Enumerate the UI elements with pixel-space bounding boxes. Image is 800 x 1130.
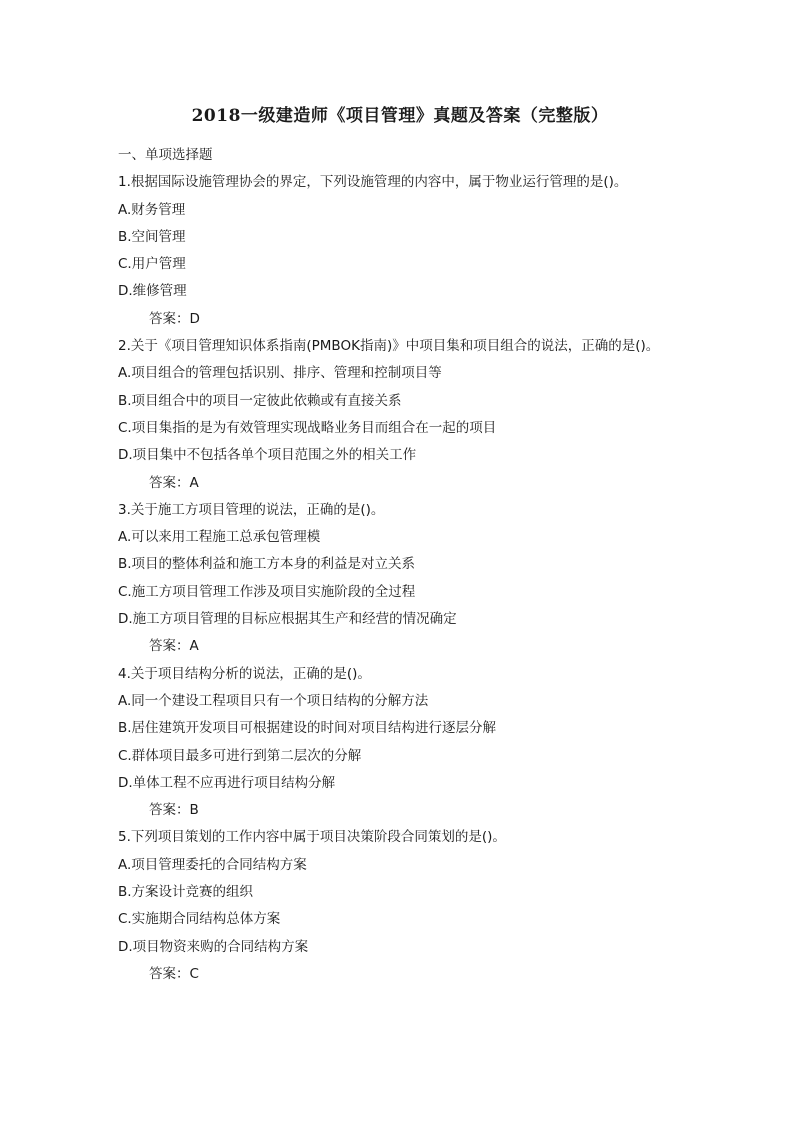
- option-b: B.方案设计竞赛的组织: [118, 884, 254, 901]
- option-c: C.实施期合同结构总体方案: [118, 911, 281, 928]
- option-c: C.用户管理: [118, 256, 186, 273]
- option-d: D.维修管理: [118, 283, 187, 300]
- question-block: [118, 497, 718, 661]
- answer-text: 答案：A: [149, 474, 199, 491]
- question-stem: 3.关于施工方项目管理的说法，正确的是()。: [118, 501, 385, 518]
- question-block: [118, 661, 718, 825]
- answer-text: 答案：A: [149, 638, 199, 655]
- option-d: D.单体工程不应再进行项目结构分解: [118, 774, 336, 791]
- option-c: C.施工方项目管理工作涉及项目实施阶段的全过程: [118, 583, 416, 600]
- section-heading: 一、单项选择题: [118, 147, 213, 163]
- option-c: C.群体项目最多可进行到第二层次的分解: [118, 747, 362, 764]
- option-b: B.居住建筑开发项目可根据建设的时间对项目结构进行逐层分解: [118, 720, 497, 737]
- document-title: 2018一级建造师《项目管理》真题及答案（完整版）: [191, 106, 609, 126]
- question-block: [118, 824, 718, 988]
- option-c: C.项目集指的是为有效管理实现战略业务目而组合在一起的项目: [118, 419, 497, 436]
- option-d: D.施工方项目管理的目标应根据其生产和经营的情况确定: [118, 611, 457, 628]
- option-b: B.空间管理: [118, 228, 186, 245]
- question-stem: 2.关于《项目管理知识体系指南(PMBOK指南)》中项目集和项目组合的说法，正确的是()。: [118, 338, 660, 355]
- question-block: [118, 333, 718, 497]
- option-d: D.项目集中不包括各单个项目范围之外的相关工作: [118, 447, 417, 464]
- option-b: B.项目的整体利益和施工方本身的利益是对立关系: [118, 556, 416, 573]
- option-a: A.同一个建设工程项目只有一个项日结构的分解方法: [118, 692, 429, 709]
- question-stem: 1.根据国际设施管理协会的界定，下列设施管理的内容中，属于物业运行管理的是()。: [118, 174, 628, 191]
- option-a: A.项目组合的管理包括识别、排序、管理和控制项目等: [118, 365, 442, 382]
- question-stem: 4.关于项目结构分析的说法，正确的是()。: [118, 665, 371, 682]
- option-a: A.可以来用工程施工总承包管理模: [118, 529, 321, 546]
- answer-text: 答案：C: [149, 965, 199, 982]
- answer-text: 答案：D: [149, 310, 200, 327]
- option-a: A.项目管理委托的合同结构方案: [118, 856, 307, 873]
- question-stem: 5.下列项目策划的工作内容中属于项目决策阶段合同策划的是()。: [118, 829, 506, 846]
- option-d: D.项目物资来购的合同结构方案: [118, 938, 309, 955]
- option-a: A.财务管理: [118, 201, 186, 218]
- option-b: B.项目组合中的项目一定彼此依赖或有直接关系: [118, 392, 402, 409]
- question-block: [118, 169, 718, 333]
- document-body: [118, 142, 718, 988]
- answer-text: 答案：B: [149, 802, 199, 819]
